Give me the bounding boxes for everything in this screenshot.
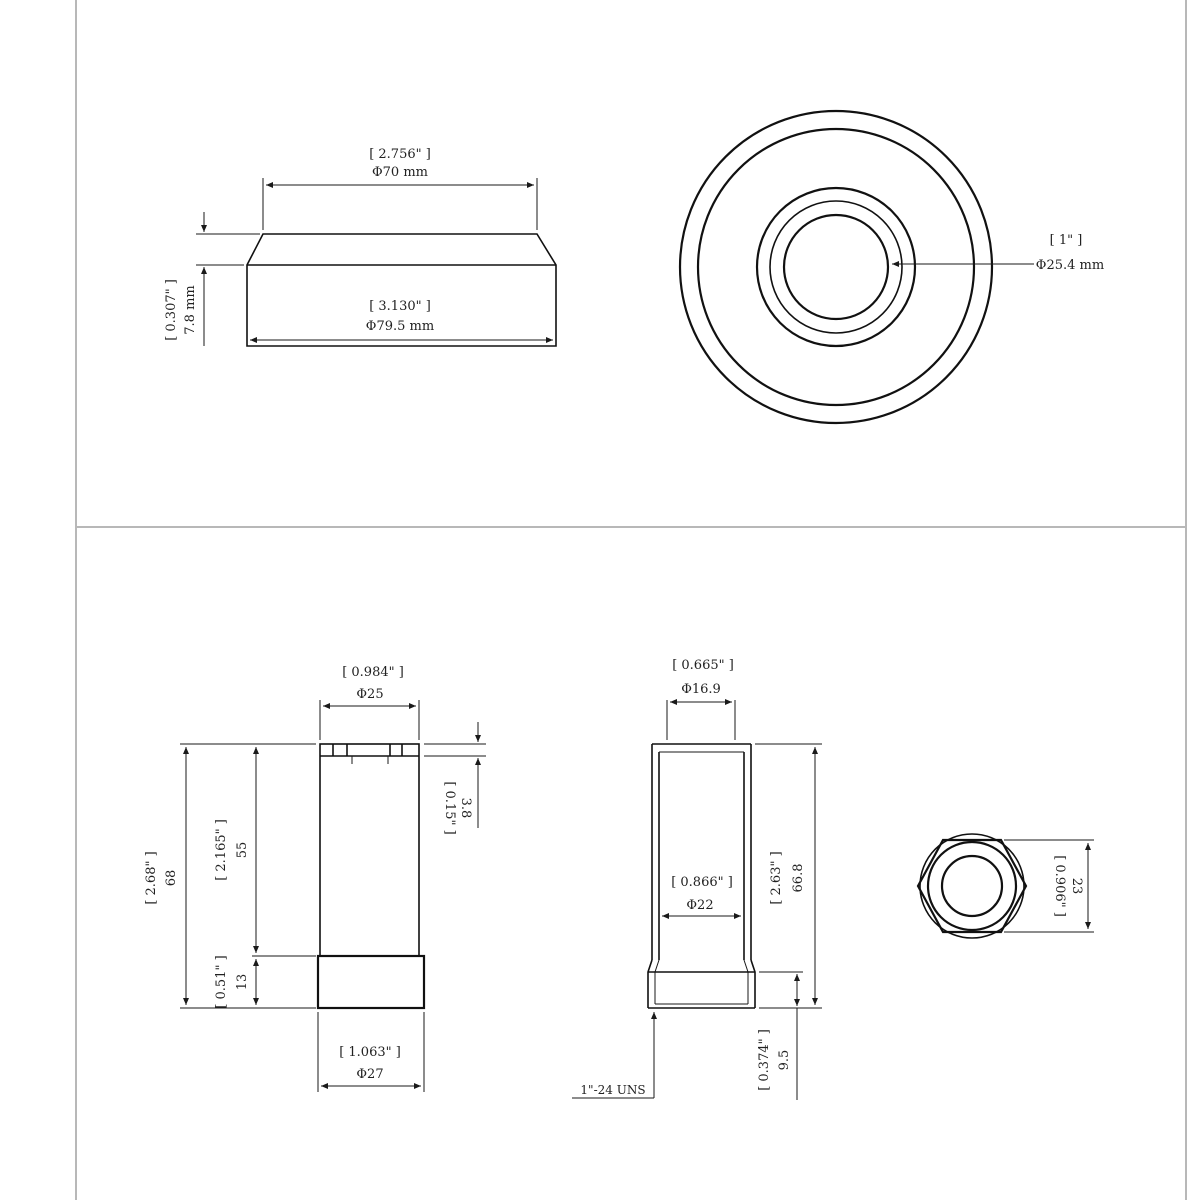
tube-side-view bbox=[572, 658, 822, 1100]
ring-bore-mm: Φ25.4 mm bbox=[1035, 258, 1105, 273]
sleeve-side-view bbox=[144, 665, 486, 1092]
hex-flats-mm: 23 bbox=[1069, 877, 1084, 895]
base-height-mm: 13 bbox=[235, 973, 250, 991]
hex-flats-in: [ 0.906" ] bbox=[1052, 855, 1067, 917]
hex-nut-top-view bbox=[918, 834, 1094, 938]
upper-height-in: [ 2.165" ] bbox=[214, 819, 229, 881]
ring-flange-circle bbox=[698, 129, 974, 405]
sleeve-top-dia-mm: Φ25 bbox=[356, 687, 384, 702]
flange-bottom-dia-mm: Φ79.5 mm bbox=[365, 319, 435, 334]
thread-spec-label: 1"-24 UNS bbox=[580, 1083, 646, 1097]
flange-top-dia-mm: Φ70 mm bbox=[372, 165, 428, 180]
sleeve-top-dia-in: [ 0.984" ] bbox=[342, 665, 404, 680]
ring-top-view bbox=[680, 111, 1104, 423]
hex-chamfer-circle bbox=[920, 834, 1024, 938]
sleeve-body bbox=[320, 744, 419, 956]
tube-mid-dia-mm: Φ22 bbox=[686, 898, 714, 913]
sleeve-base bbox=[318, 956, 424, 1008]
flange-top-dia-in: [ 2.756" ] bbox=[369, 147, 431, 162]
hex-outline bbox=[918, 840, 1026, 932]
tube-mid-dia-in: [ 0.866" ] bbox=[671, 875, 733, 890]
base-height-in: [ 0.51" ] bbox=[214, 955, 229, 1009]
hex-bore bbox=[942, 856, 1002, 916]
tube-top-dia-in: [ 0.665" ] bbox=[672, 658, 734, 673]
thread-length-mm: 9.5 bbox=[777, 1049, 792, 1071]
ring-outer-circle bbox=[680, 111, 992, 423]
slot-depth-mm: 3.8 bbox=[458, 797, 473, 819]
flange-height-mm: 7.8 mm bbox=[183, 285, 198, 335]
ring-bore-in: [ 1" ] bbox=[1049, 233, 1083, 248]
tube-flare-left bbox=[648, 960, 652, 1008]
flange-height-in: [ 0.307" ] bbox=[164, 279, 179, 341]
tube-flare-left-in bbox=[655, 960, 659, 1004]
total-height-in: [ 2.68" ] bbox=[144, 851, 159, 905]
tube-top-dia-mm: Φ16.9 bbox=[681, 682, 721, 697]
total-height-mm: 68 bbox=[164, 869, 179, 887]
ring-bore bbox=[784, 215, 888, 319]
base-dia-mm: Φ27 bbox=[356, 1067, 384, 1082]
ring-hub-mid bbox=[770, 201, 902, 333]
ring-hub-outer bbox=[757, 188, 915, 346]
base-dia-in: [ 1.063" ] bbox=[339, 1045, 401, 1060]
flange-side-view bbox=[164, 147, 556, 346]
flange-bottom-dia-in: [ 3.130" ] bbox=[369, 299, 431, 314]
tube-flare-right-in bbox=[744, 960, 748, 1004]
upper-height-mm: 55 bbox=[235, 841, 250, 859]
tube-height-in: [ 2.63" ] bbox=[769, 851, 784, 905]
thread-length-in: [ 0.374" ] bbox=[757, 1029, 772, 1091]
tube-flare-right bbox=[751, 960, 755, 1008]
slot-depth-in: [ 0.15" ] bbox=[442, 781, 457, 835]
tube-height-mm: 66.8 bbox=[791, 863, 806, 893]
